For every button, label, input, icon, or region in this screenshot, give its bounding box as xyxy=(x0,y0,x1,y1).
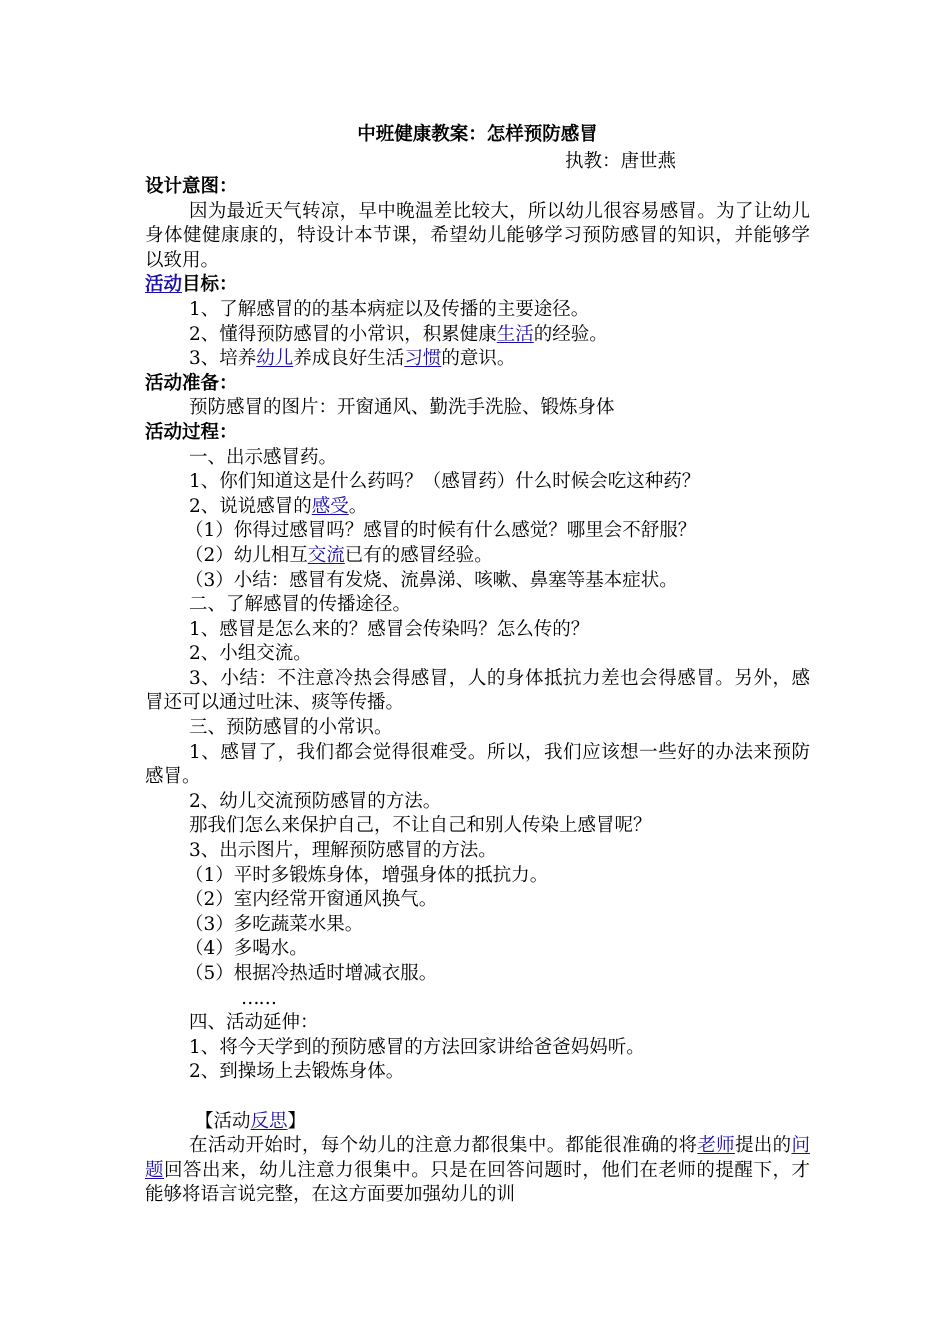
step-2-2: 2、小组交流。 xyxy=(189,643,312,665)
step-1-2 xyxy=(145,495,810,520)
step-3: 三、预防感冒的小常识。 xyxy=(189,717,393,739)
step-1-2-2-text-end: 已有的感冒经验。 xyxy=(344,544,493,566)
method-3: （3）多吃蔬菜水果。 xyxy=(185,913,364,935)
step-1-1: 1、你们知道这是什么药吗？（感冒药）什么时候会吃这种药？ xyxy=(189,471,701,493)
goal-2-text: 2、懂得预防感冒的小常识，积累健康 xyxy=(189,323,497,345)
design-paragraph: 因为最近天气转凉，早中晚温差比较大，所以幼儿很容易感冒。为了让幼儿身体健健康康的，特设计本节课，希望幼儿能够学习预防感冒的知识，并能够学以致用。 xyxy=(145,200,810,271)
step-2: 二、了解感冒的传播途径。 xyxy=(189,594,412,616)
step-3-3: 3、出示图片，理解预防感冒的方法。 xyxy=(189,840,497,862)
goal-2-text-end: 的经验。 xyxy=(533,323,608,345)
step-3-1: 1、感冒了，我们都会觉得很难受。所以，我们应该想一些好的办法来预防感冒。 xyxy=(145,741,810,788)
step-1-2-1: （1）你得过感冒吗？感冒的时候有什么感觉？哪里会不舒服？ xyxy=(185,520,697,542)
reflection-text-1: 在活动开始时，每个幼儿的注意力都很集中。都能很准确的将 xyxy=(189,1135,698,1157)
method-5: （5）根据冷热适时增减衣服。 xyxy=(185,963,438,984)
reflection-text-2: 提出的 xyxy=(734,1135,792,1157)
goals-heading-text: 目标： xyxy=(182,274,238,296)
step-4-1: 1、将今天学到的预防感冒的方法回家讲给爸爸妈妈听。 xyxy=(189,1036,645,1058)
prep-text: 预防感冒的图片：开窗通风、勤洗手洗脸、锻炼身体 xyxy=(189,397,615,419)
reflection-link-teacher[interactable]: 老师 xyxy=(697,1135,735,1157)
step-1-2-text-end: 。 xyxy=(348,495,368,517)
blank-line xyxy=(145,1085,810,1110)
step-4: 四、活动延伸： xyxy=(189,1012,319,1034)
goal-3-link-2[interactable]: 习惯 xyxy=(404,348,442,370)
method-2: （2）室内经常开窗通风换气。 xyxy=(185,889,438,911)
goal-3-text: 3、培养 xyxy=(189,348,257,370)
step-1-2-text: 2、说说感冒的 xyxy=(189,495,312,517)
goal-3-text-mid: 养成良好生活 xyxy=(293,348,405,370)
reflection-heading-link[interactable]: 反思 xyxy=(250,1110,288,1132)
ellipsis: …… xyxy=(241,987,276,1009)
goal-1: 1、了解感冒的的基本病症以及传播的主要途径。 xyxy=(189,298,590,320)
reflection-heading-text: 【活动 xyxy=(195,1110,251,1132)
design-heading: 设计意图： xyxy=(145,176,238,197)
step-1-2-2-link[interactable]: 交流 xyxy=(307,544,345,566)
reflection-heading-end: 】 xyxy=(287,1110,307,1132)
step-3-question: 那我们怎么来保护自己，不让自己和别人传染上感冒呢？ xyxy=(189,815,652,837)
goal-3 xyxy=(145,347,810,372)
goal-2-link[interactable]: 生活 xyxy=(496,323,534,345)
step-1-2-link[interactable]: 感受 xyxy=(311,495,349,517)
reflection-heading xyxy=(145,1110,810,1135)
process-heading: 活动过程： xyxy=(145,421,238,443)
step-3-2: 2、幼儿交流预防感冒的方法。 xyxy=(189,790,442,812)
method-4: （4）多喝水。 xyxy=(185,938,308,960)
goals-heading-link[interactable]: 活动 xyxy=(145,274,183,296)
method-1: （1）平时多锻炼身体，增强身体的抵抗力。 xyxy=(185,864,549,886)
reflection-text-3: 回答出来，幼儿注意力很集中。只是在回答问题时，他们在老师的提醒下，才能够将语言说完整，在这方面要加强幼儿的训 xyxy=(145,1159,810,1206)
step-4-2: 2、到操场上去锻炼身体。 xyxy=(189,1061,405,1083)
step-1-2-3: （3）小结：感冒有发烧、流鼻涕、咳嗽、鼻塞等基本症状。 xyxy=(185,569,678,591)
author-line: 执教：唐世燕 xyxy=(565,151,677,172)
document-title: 中班健康教案：怎样预防感冒 xyxy=(357,124,598,145)
goal-2 xyxy=(145,323,810,348)
prep-heading: 活动准备： xyxy=(145,372,238,394)
goal-3-text-end: 的意识。 xyxy=(441,348,516,370)
step-2-1: 1、感冒是怎么来的？感冒会传染吗？怎么传的？ xyxy=(189,618,590,640)
step-1-2-2 xyxy=(145,544,810,569)
document-page xyxy=(145,120,810,1208)
goals-heading xyxy=(145,273,810,298)
goal-3-link-1[interactable]: 幼儿 xyxy=(256,348,294,370)
step-2-3: 3、小结：不注意冷热会得感冒，人的身体抵抗力差也会得感冒。另外，感冒还可以通过吐沫、痰等传播。 xyxy=(145,667,810,714)
reflection-paragraph xyxy=(145,1134,810,1208)
step-1: 一、出示感冒药。 xyxy=(189,446,338,468)
step-1-2-2-text: （2）幼儿相互 xyxy=(185,544,308,566)
reflection-link-question[interactable]: 问题 xyxy=(145,1135,810,1181)
